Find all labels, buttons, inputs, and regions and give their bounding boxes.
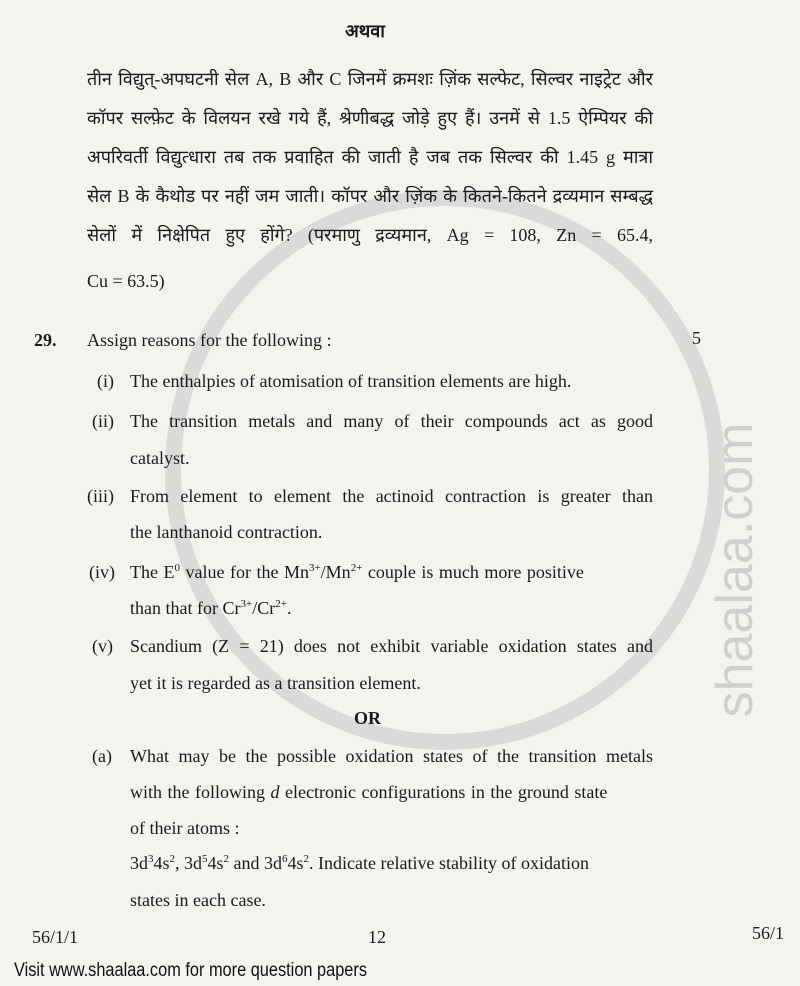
item-text: The enthalpies of atomisation of transition elements are high. xyxy=(130,371,572,391)
hindi-line: तीन विद्युत्-अपघटनी सेल A, B और C जिनमें क्रमशः ज़िंक सल्फेट, सिल्वर नाइट्रेट और xyxy=(87,69,653,89)
item-text: than that for $Cr^{3+}/Cr^{2+}$. xyxy=(130,598,292,618)
item-text: From element to element the actinoid contraction is greater than xyxy=(130,486,653,506)
watermark-text: shaalaa.com xyxy=(706,422,764,718)
footer-page-number: 12 xyxy=(368,927,386,947)
or-divider: OR xyxy=(354,708,381,728)
item-label: (ii) xyxy=(92,411,114,431)
hindi-line: सेलों में निक्षेपित हुए होंगे? (परमाणु द्रव्यमान, Ag = 108, Zn = 65.4, xyxy=(87,225,653,245)
hindi-heading: अथवा xyxy=(345,21,385,41)
item-text: Scandium (Z = 21) does not exhibit variable oxidation states and xyxy=(130,636,653,656)
question-number: 29. xyxy=(34,330,57,350)
part-a-text: with the following d electronic configurations in the ground state xyxy=(130,782,608,802)
item-text: The transition metals and many of their compounds act as good xyxy=(130,411,653,431)
footer-code-left: 56/1/1 xyxy=(32,927,79,947)
part-a-text: What may be the possible oxidation states of the transition metals xyxy=(130,746,653,766)
item-label: (v) xyxy=(92,636,113,656)
item-text: The $E^0$ value for the $Mn^{3+}/Mn^{2+}$ couple is much more positive xyxy=(130,562,584,582)
part-a-text: states in each case. xyxy=(130,890,266,910)
item-text: yet it is regarded as a transition element. xyxy=(130,673,421,693)
hindi-line: सेल B के कैथोड पर नहीं जम जाती। कॉपर और ज़िंक के कितने-कितने द्रव्यमान सम्बद्ध xyxy=(87,186,653,206)
item-label: (i) xyxy=(97,371,114,391)
hindi-line: कॉपर सल्फ़ेट के विलयन रखे गये हैं, श्रेणीबद्ध जोड़े हुए हैं। उनमें से 1.5 ऐम्पियर की xyxy=(87,108,653,128)
visit-link[interactable]: Visit www.shaalaa.com for more question papers xyxy=(14,960,368,981)
question-stem: Assign reasons for the following : xyxy=(87,330,332,350)
item-label: (iii) xyxy=(87,486,114,506)
hindi-line: अपरिवर्ती विद्युत्धारा तब तक प्रवाहित की जाती है जब तक सिल्वर की 1.45 g मात्रा xyxy=(87,147,653,167)
item-text: catalyst. xyxy=(130,448,190,468)
question-marks: 5 xyxy=(692,328,701,348)
item-text: the lanthanoid contraction. xyxy=(130,522,323,542)
part-a-text: $3d^34s^2$, $3d^54s^2$ and $3d^64s^2$. Indicate relative stability of oxidation xyxy=(130,853,589,873)
item-label: (iv) xyxy=(89,562,115,582)
hindi-line: Cu = 63.5) xyxy=(87,271,165,291)
part-a-text: of their atoms : xyxy=(130,818,240,838)
footer-code-right: 56/1 xyxy=(752,923,785,943)
part-a-label: (a) xyxy=(92,746,112,766)
